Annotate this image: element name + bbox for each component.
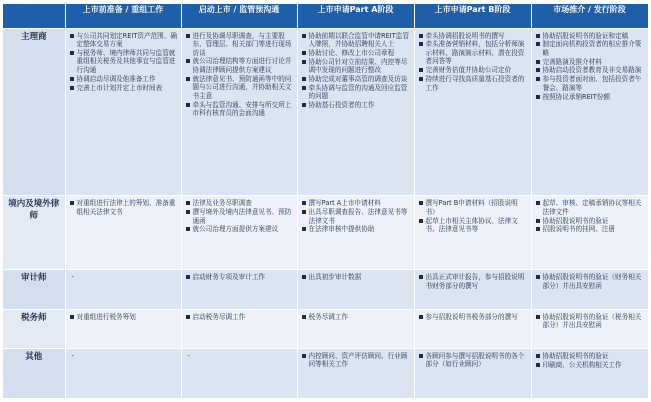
ipo-roles-table-container	[3, 4, 648, 399]
header-stage-kickoff: 启动上市 / 监管预沟通	[181, 4, 297, 28]
table-cell	[531, 28, 648, 196]
task-item: 协助招股说明书的验证	[536, 352, 645, 361]
task-list	[186, 273, 294, 282]
task-item: 在法律审核中提供协助	[302, 225, 411, 234]
table-row	[3, 348, 648, 398]
task-item: 与公司共同划定REIT资产范围、确定整体交易方案	[70, 32, 178, 49]
task-item: 协助启动投资者教育及非交易路演	[536, 66, 645, 75]
task-list	[186, 199, 294, 234]
empty-marker: -	[71, 351, 75, 360]
task-list	[302, 199, 411, 234]
task-item: 协助招股说明书的验证（财务相关部分）并出具安慰函	[536, 273, 645, 290]
task-list	[70, 313, 178, 322]
task-item: 法律及业务尽职调查	[186, 199, 294, 208]
task-item: 启动税务尽调工作	[186, 313, 294, 322]
table-cell	[297, 196, 414, 270]
task-item: 协助完成对董事高管的调查及访谈	[302, 75, 411, 84]
task-item: 与税务师、境内律师共同与监管就重组相关税务及其他事宜与监管进行沟通	[70, 49, 178, 75]
task-item: 协助前期以联合监管申请REIT监管人牌照，并协助招聘相关人士	[302, 32, 411, 49]
task-item: 参与招股说明书税务部分的撰写	[419, 313, 528, 322]
task-list	[302, 352, 411, 369]
table-row	[3, 309, 648, 348]
table-cell	[531, 348, 648, 398]
task-list	[536, 352, 645, 369]
task-item: 出具尽职调查报告、法律意见书等法律文书	[302, 208, 411, 225]
task-list	[419, 352, 528, 369]
table-cell	[414, 270, 531, 309]
row-label: 税务师	[3, 309, 65, 348]
table-cell	[181, 270, 297, 309]
task-item: 起草上市相关主体协议、法律文书、法律意见书等	[419, 217, 528, 234]
table-cell	[414, 196, 531, 270]
table-cell	[65, 196, 181, 270]
task-list	[186, 313, 294, 322]
task-item: 撰写境外及境内法律意见书、预防通函	[186, 208, 294, 225]
task-item: 就公司治理结构等方面进行讨论并协调法律顾问提供方案建议	[186, 57, 294, 74]
row-label: 审计师	[3, 270, 65, 309]
table-cell	[531, 196, 648, 270]
table-cell	[65, 348, 181, 398]
task-item: 进行及协调尽职调查，与主要股东、管理层、相关部门等进行现场访谈	[186, 32, 294, 58]
task-item: 完善路演及推介材料	[536, 58, 645, 67]
ipo-roles-table	[3, 4, 649, 399]
task-item: 税务尽调工作	[302, 313, 411, 322]
task-item: 牵头协调招股说明书的撰写	[419, 32, 528, 41]
task-item: 牵头准备营销材料，包括分析师演示材料、路演演示材料、潜在投资者问答等	[419, 40, 528, 66]
task-item: 协助招股说明书的验证（税务相关部分）并出具安慰函	[536, 313, 645, 330]
task-list	[536, 32, 645, 102]
header-stage-part-a: 上市申请Part A阶段	[297, 4, 414, 28]
task-list	[302, 273, 411, 282]
row-label: 境内及境外律师	[3, 196, 65, 270]
task-item: 牵头协调与监管的沟通及回应监管的问题	[302, 84, 411, 101]
table-cell	[297, 309, 414, 348]
empty-marker: -	[71, 273, 75, 282]
table-cell	[414, 348, 531, 398]
task-item: 内控顾问、资产评估顾问、行业顾问等相关工作	[302, 352, 411, 369]
header-stage-marketing: 市场推介 / 发行阶段	[531, 4, 648, 28]
task-list	[302, 32, 411, 110]
task-item: 按照协议承销REIT份额	[536, 93, 645, 102]
task-item: 完善上市计划并定上市时间表	[70, 84, 178, 93]
table-cell	[297, 270, 414, 309]
table-row	[3, 270, 648, 309]
table-cell	[181, 28, 297, 196]
row-label: 其他	[3, 348, 65, 398]
table-row	[3, 196, 648, 270]
task-item: 协助招股说明书的验证	[536, 217, 645, 226]
task-item: 撰写Part A上市申请材料	[302, 199, 411, 208]
task-item: 协助基石投资者的工作	[302, 101, 411, 110]
task-list	[419, 199, 528, 234]
task-item: 撰写Part B申请材料（招股说明书）	[419, 199, 528, 216]
task-item: 牵头与监管沟通、安排与所交所上市科有核育员的会面沟通	[186, 101, 294, 118]
table-cell	[297, 28, 414, 196]
task-item: 各顾问参与撰写招股说明书的各个部分（如行业顾问）	[419, 352, 528, 369]
table-cell	[65, 309, 181, 348]
task-item: 出具正式审计报告，参与招股说明书财务部分的撰写	[419, 273, 528, 290]
task-list	[536, 199, 645, 234]
task-item: 对重组进行法律上的筹划、准备重组相关法律文书	[70, 199, 178, 216]
task-list	[70, 32, 178, 93]
task-item: 参与投资者面对面、包括投资者午餐会、路演等	[536, 75, 645, 92]
task-list	[419, 273, 528, 290]
table-cell	[65, 270, 181, 309]
table-cell	[531, 270, 648, 309]
task-list	[419, 32, 528, 93]
table-cell	[414, 28, 531, 196]
header-corner	[3, 4, 65, 28]
table-cell	[181, 196, 297, 270]
task-item: 起草、审核、定稿承销协议等相关法律文件	[536, 199, 645, 216]
empty-marker: -	[187, 351, 191, 360]
task-item: 就公司治理方面提供方案建议	[186, 225, 294, 234]
header-stage-part-b: 上市申请Part B阶段	[414, 4, 531, 28]
table-cell	[414, 309, 531, 348]
task-item: 协调启动尽调及他准备工作	[70, 75, 178, 84]
task-list	[302, 313, 411, 322]
task-item: 协助招股说明书的验证和定稿	[536, 32, 645, 41]
task-item: 协助讨论、修改上市公司章程	[302, 49, 411, 58]
task-list	[536, 273, 645, 290]
task-item: 招股说明书的挂网、注册	[536, 225, 645, 234]
table-cell	[531, 309, 648, 348]
row-label: 主理商	[3, 28, 65, 196]
task-list	[70, 199, 178, 216]
task-item: 持续进行寻找高质量基石投资者的工作	[419, 75, 528, 92]
task-list	[536, 313, 645, 330]
table-cell	[181, 309, 297, 348]
task-item: 对重组进行税务筹划	[70, 313, 178, 322]
task-item: 完善财务估值并协助公司定价	[419, 66, 528, 75]
table-cell	[65, 28, 181, 196]
task-item: 协助公司针对立前结果、内控等尽调中发现的问题进行整改	[302, 58, 411, 75]
task-item: 出具初步审计数据	[302, 273, 411, 282]
header-row	[3, 4, 648, 28]
table-body	[3, 28, 648, 399]
table-row	[3, 28, 648, 196]
task-list	[186, 32, 294, 119]
task-item: 启动财务专项及审计工作	[186, 273, 294, 282]
task-list	[419, 313, 528, 322]
table-cell	[297, 348, 414, 398]
task-item: 制定面向机构投资者的相应推介策略	[536, 40, 645, 57]
task-item: 印刷商、公关机构相关工作	[536, 361, 645, 370]
header-stage-pre-listing: 上市前准备 / 重组工作	[65, 4, 181, 28]
table-cell	[181, 348, 297, 398]
task-item: 就法律意见书、预防通函等中的问题与公司进行沟通，并协助相关文书主意	[186, 75, 294, 101]
